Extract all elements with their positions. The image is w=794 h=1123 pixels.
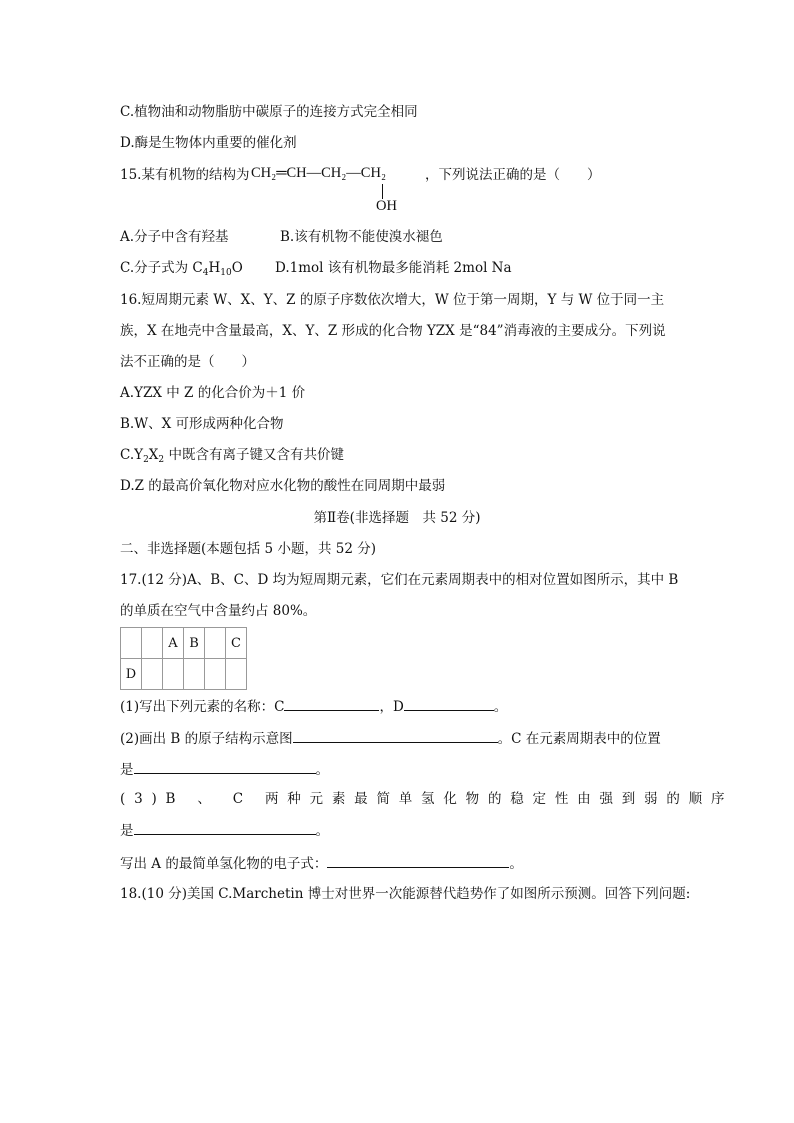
q15-option-c-o: O [231,260,243,276]
q15-option-b: B.该有机物不能使溴水褪色 [280,229,443,245]
answer-blank-stability-order[interactable] [134,820,316,835]
q15-option-a: A.分子中含有羟基 [120,229,229,245]
q17-part3-line1: (3)B 、 C 两种元素最简单氢化物的稳定性由强到弱的顺序 [120,791,734,807]
q17-stem-line1: 17.(12 分)A、B、C、D 均为短周期元素，它们在元素周期表中的相对位置如图所示，其中 B [120,572,679,588]
table-cell [142,628,163,659]
q15-option-c-sub1: 4 [202,268,209,278]
q16-stem-line3: 法不正确的是（ ） [120,354,255,370]
q16-option-b: B.W、X 可形成两种化合物 [120,416,284,432]
periodic-table-row [121,659,247,690]
section-ii-heading: 二、非选择题(本题包括 5 小题，共 52 分) [120,541,376,557]
table-cell: B [184,628,205,659]
q17-part1-end: 。 [493,699,508,715]
q16-option-c-sub1: 2 [143,455,149,465]
q17-stem-line2: 的单质在空气中含量约占 80%。 [120,603,317,619]
q17-part4-end: 。 [509,856,523,872]
q15-option-c-h: H [208,260,221,276]
table-cell [163,659,184,690]
q15-stem-prefix: 15.某有机物的结构为 [120,167,250,183]
answer-blank-c-position[interactable] [134,759,316,774]
answer-blank-electron-formula[interactable] [327,853,509,868]
table-cell [205,628,226,659]
q16-option-c-x: X [148,447,159,463]
q17-part4-prefix: 写出 A 的最简单氢化物的电子式： [120,856,328,872]
table-cell [205,659,226,690]
table-cell: D [121,659,142,690]
periodic-table-row [121,628,247,659]
answer-blank-c[interactable] [284,696,379,711]
table-cell [184,659,205,690]
q15-option-c [120,258,243,278]
table-cell: A [163,628,184,659]
q14-option-d: D.酶是生物体内重要的催化剂 [120,135,297,151]
answer-blank-b-structure[interactable] [293,728,498,743]
q15-structural-formula: CH₂═CH—CH₂—CH₂ [251,165,387,181]
q16-stem-line1: 16.短周期元素 W、X、Y、Z 的原子序数依次增大，W 位于第一周期，Y 与 W 位于同一主 [120,292,665,308]
q17-part3-line2 [120,820,329,841]
q17-part1 [120,696,507,717]
q17-part3-end: 。 [315,823,329,839]
q15-option-c-prefix: C.分子式为 C [120,260,203,276]
q15-option-d: D.1mol 该有机物最多能消耗 2mol Na [275,260,512,276]
q17-part2-end: 。 [315,762,329,778]
q17-part1-prefix: (1)写出下列元素的名称：C [120,699,285,715]
q15-option-c-sub2: 10 [220,268,232,278]
q17-part2 [120,728,661,749]
q16-option-c-suffix: 中既含有离子键又含有共价键 [164,447,344,463]
q15-oh-group: OH [376,198,397,214]
q16-option-c [120,445,344,465]
q17-part2-prefix: (2)画出 B 的原子结构示意图 [120,731,293,747]
q16-option-c-prefix: C.Y [120,447,144,463]
table-cell [121,628,142,659]
q16-option-c-sub2: 2 [158,455,165,465]
q17-part2-line2 [120,759,329,780]
q17-part1-mid: ，D [379,699,404,715]
answer-blank-d[interactable] [404,696,494,711]
periodic-table-fragment [120,627,247,690]
q17-part2-suffix: 。C 在元素周期表中的位置 [497,731,661,747]
q16-stem-line2: 族，X 在地壳中含量最高，X、Y、Z 形成的化合物 YZX 是“84”消毒液的主要成分。下列说 [120,323,666,339]
q17-part2-line2-label: 是 [120,762,134,778]
q18-stem: 18.(10 分)美国 C.Marchetin 博士对世界一次能源替代趋势作了如图所示预测。回答下列问题: [120,886,691,902]
q17-part4 [120,853,523,874]
section-ii-title: 第Ⅱ卷(非选择题 共 52 分) [313,510,481,526]
q15-stem-suffix: ，下列说法正确的是（ ） [425,167,601,183]
q16-option-d: D.Z 的最高价氧化物对应水化物的酸性在同周期中最弱 [120,478,446,494]
q15-stem [120,165,249,185]
table-cell: C [226,628,247,659]
q16-option-a: A.YZX 中 Z 的化合价为＋1 价 [120,385,306,401]
table-cell [142,659,163,690]
q17-part3-line2-label: 是 [120,823,134,839]
q14-option-c: C.植物油和动物脂肪中碳原子的连接方式完全相同 [120,104,418,120]
table-cell [226,659,247,690]
